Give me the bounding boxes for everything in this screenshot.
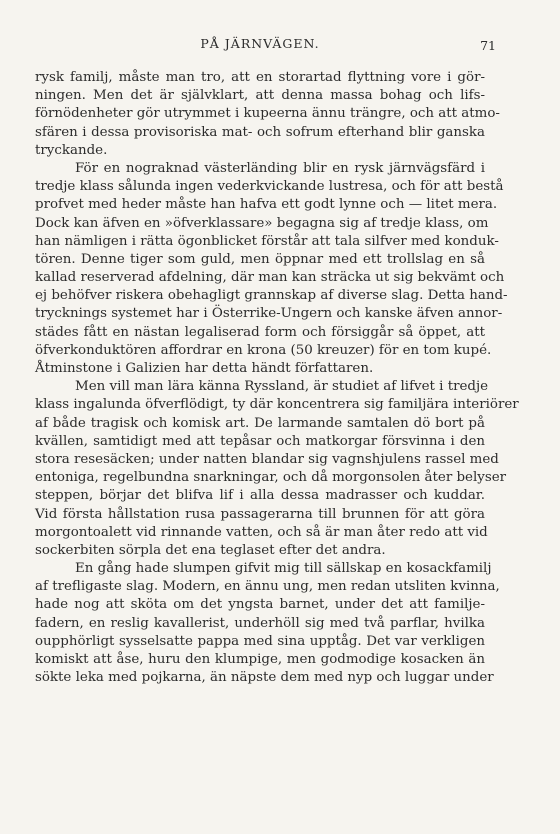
text-line: tryckande. — [35, 142, 108, 158]
text-line: Vid första hållstation rusa passagerarna till brunnen för att göra — [35, 506, 485, 522]
text-line: morgontoalett vid rinnande vatten, och så är man åter redo att vid — [35, 524, 488, 540]
text-line: stora resesäcken; under natten blandar sig vagnshjulens rassel med — [35, 451, 499, 467]
text-line: städes fått en nästan legaliserad form och försiggår så öppet, att — [35, 324, 485, 340]
text-line: han nämligen i rätta ögonblicket förstår att tala silfver med konduk- — [35, 233, 499, 249]
text-line: kvällen, samtidigt med att tepåsar och matkorgar försvinna i den — [35, 433, 485, 449]
text-line: rysk familj, måste man tro, att en storartad flyttning vore i gör- — [35, 70, 485, 85]
text-line: ningen. Men det är självklart, att denna massa bohag och lifs- — [35, 88, 485, 104]
running-title: PÅ JÄRNVÄGEN. — [200, 36, 320, 51]
text-line: Dock kan äfven en »öfverklassare» begagna sig af tredje klass, om — [35, 215, 489, 231]
text-line: oupphörligt sysselsatte pappa med sina upptåg. Det var verkligen — [35, 633, 485, 649]
text-line: trycknings systemet har i Österrike-Ungern och kanske äfven annor- — [35, 306, 503, 322]
text-line: profvet med heder måste han hafva ett godt lynne och — litet mera. — [35, 197, 498, 213]
text-line: sfären i dessa provisoriska mat- och sofrum efterhand blir ganska — [35, 124, 485, 140]
text-line: En gång hade slumpen gifvit mig till sällskap en kosackfamilj — [75, 561, 492, 577]
text-line: klass ingalunda öfverflödigt, ty där koncentrera sig familjära interiörer — [35, 397, 519, 413]
body-text — [35, 69, 519, 687]
running-header — [30, 36, 496, 54]
text-line: tredje klass sålunda ingen vederkvickande lustresa, och för att bestå — [35, 179, 504, 195]
text-line: tören. Denne tiger som guld, men öppnar med ett trollslag en så — [35, 251, 485, 267]
text-line: komiskt att åse, huru den klumpige, men godmodige kosacken än — [35, 652, 485, 667]
text-line: Åtminstone i Galizien har detta händt författaren. — [35, 361, 374, 376]
text-line: sökte leka med pojkarna, än näpste dem med nyp och luggar under — [35, 670, 494, 686]
page-number: 71 — [480, 38, 496, 53]
text-line: sockerbiten sörpla det ena teglaset efter det andra. — [35, 542, 386, 558]
text-line: entoniga, regelbundna snarkningar, och då morgonsolen åter belyser — [35, 470, 507, 486]
text-line: fadern, en reslig kavallerist, underhöll sig med två parflar, hvilka — [35, 615, 485, 631]
text-line: hade nog att sköta om det yngsta barnet, under det att familje- — [35, 597, 485, 613]
text-line: ej behöfver riskera obehagligt grannskap af diverse slag. Detta hand- — [35, 288, 508, 304]
text-line: förnödenheter gör utrymmet i kupeerna ännu trängre, och att atmo- — [35, 106, 500, 122]
text-line: öfverkonduktören affordrar en krona (50 kreuzer) för en tom kupé. — [35, 342, 492, 358]
text-line: För en nograknad västerländing blir en rysk järnvägsfärd i — [75, 160, 485, 176]
text-line: steppen, börjar det blifva lif i alla dessa madrasser och kuddar. — [35, 488, 485, 504]
text-line: Men vill man lära känna Ryssland, är studiet af lifvet i tredje — [75, 379, 489, 395]
text-line: af både tragisk och komisk art. De larmande samtalen dö bort på — [35, 415, 485, 431]
text-line: kallad reserverad afdelning, där man kan sträcka ut sig bekvämt och — [35, 270, 505, 286]
text-line: af trefligaste slag. Modern, en ännu ung, men redan utsliten kvinna, — [35, 579, 500, 595]
